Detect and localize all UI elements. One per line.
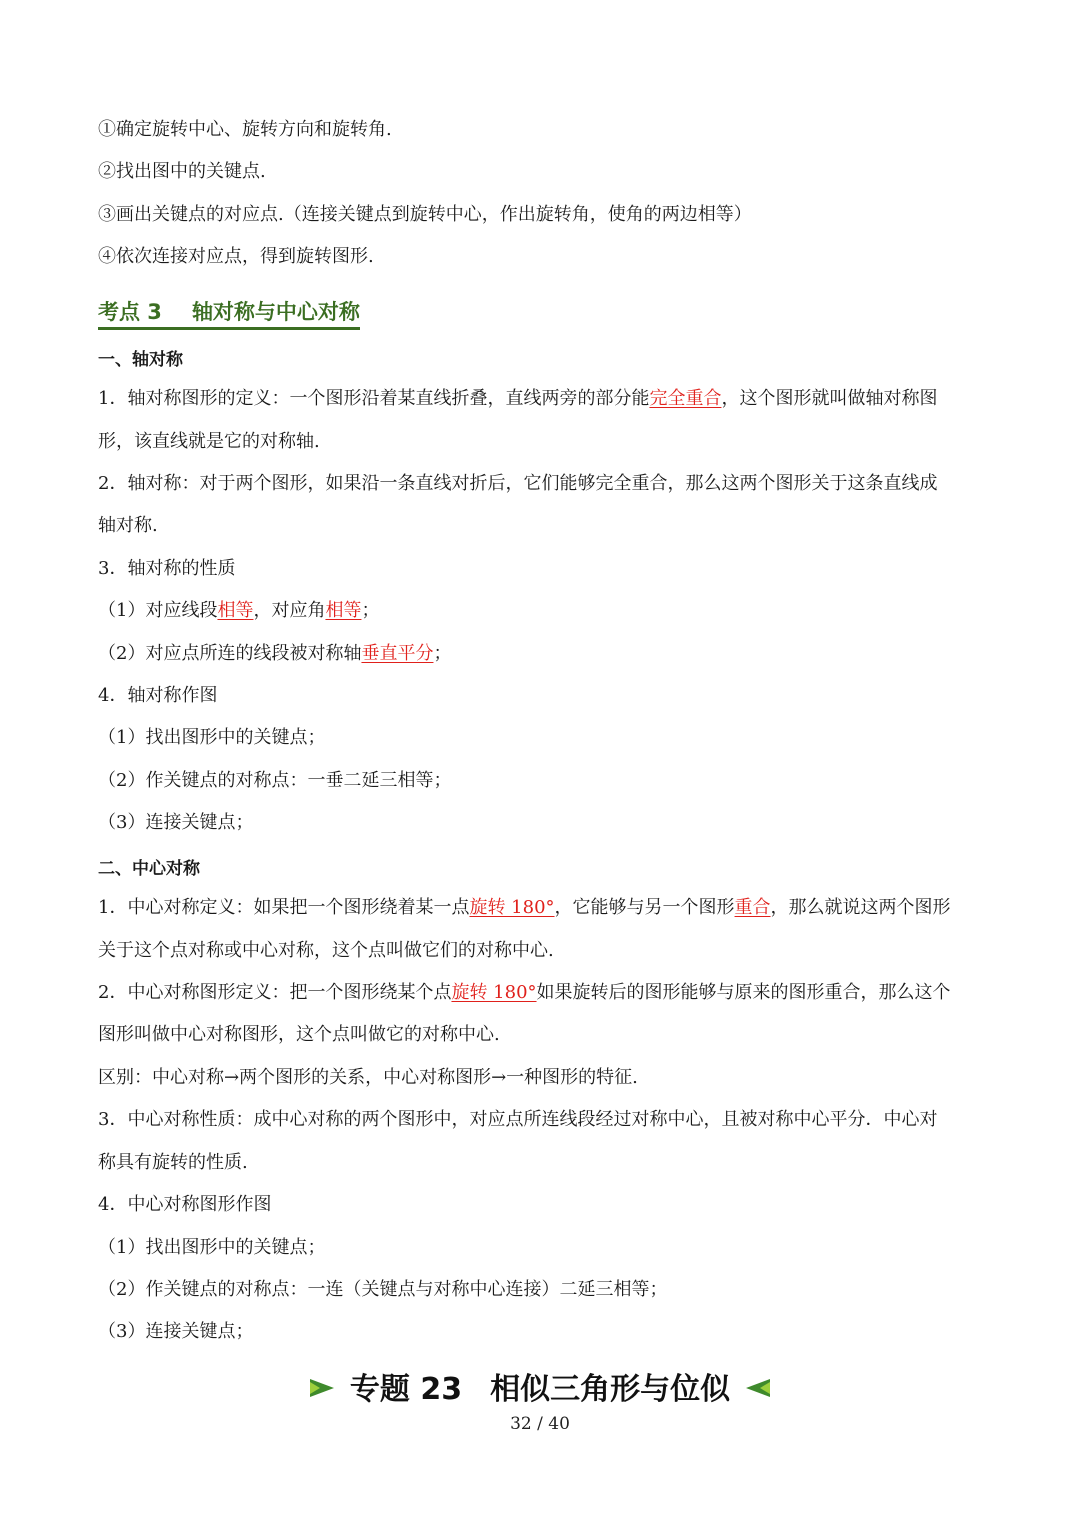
central-draw-3: （3）连接关键点； xyxy=(98,1321,254,1342)
section-heading xyxy=(98,296,360,330)
text: （1）对应线段 xyxy=(98,600,218,621)
central-def1-line1 xyxy=(98,896,984,920)
highlight-term: 垂直平分 xyxy=(361,643,434,664)
axial-def2-line2: 轴对称. xyxy=(98,515,158,536)
text: （2）对应点所连的线段被对称轴 xyxy=(98,643,362,664)
axial-def1-line1 xyxy=(98,387,984,411)
central-def1-line2: 关于这个点对称或中心对称，这个点叫做它们的对称中心. xyxy=(98,940,554,961)
central-heading: 二、中心对称 xyxy=(98,859,200,879)
highlight-term: 旋转 180° xyxy=(451,982,537,1003)
text: ，这个图形就叫做轴对称图 xyxy=(721,388,938,409)
axial-draw-3: （3）连接关键点； xyxy=(98,812,254,833)
text: 1．轴对称图形的定义：一个图形沿着某直线折叠，直线两旁的部分能 xyxy=(98,388,650,409)
page-number: 32 / 40 xyxy=(510,1414,570,1434)
central-draw-1: （1）找出图形中的关键点； xyxy=(98,1237,326,1258)
arrow-left-icon xyxy=(746,1379,770,1397)
banner-label: 专题 23 xyxy=(349,1372,463,1407)
rotation-step-4: ④依次连接对应点，得到旋转图形. xyxy=(98,246,374,267)
axial-draw-1: （1）找出图形中的关键点； xyxy=(98,727,326,748)
text: ，对应角 xyxy=(253,600,326,621)
highlight-term: 相等 xyxy=(217,600,254,621)
text: ； xyxy=(361,600,380,621)
axial-prop-1 xyxy=(98,599,984,623)
central-prop-line1: 3．中心对称性质：成中心对称的两个图形中，对应点所连线段经过对称中心，且被对称中心平分．中心对 xyxy=(98,1109,938,1130)
text: ； xyxy=(433,643,452,664)
central-def2-line2: 图形叫做中心对称图形，这个点叫做它的对称中心. xyxy=(98,1024,500,1045)
central-def2-line1 xyxy=(98,981,984,1005)
highlight-term: 旋转 180° xyxy=(469,897,555,918)
topic-banner xyxy=(0,1364,1080,1408)
text: ，那么就说这两个图形 xyxy=(770,897,951,918)
highlight-term: 相等 xyxy=(325,600,362,621)
central-difference: 区别：中心对称→两个图形的关系，中心对称图形→一种图形的特征. xyxy=(98,1067,638,1088)
text: 1．中心对称定义：如果把一个图形绕着某一点 xyxy=(98,897,470,918)
axial-draw-title: 4．轴对称作图 xyxy=(98,685,218,706)
axial-prop-2 xyxy=(98,642,984,666)
banner-title: 相似三角形与位似 xyxy=(490,1372,731,1407)
section-label: 考点 3 xyxy=(98,300,162,324)
text: 2．中心对称图形定义：把一个图形绕某个点 xyxy=(98,982,452,1003)
axial-draw-2: （2）作关键点的对称点：一垂二延三相等； xyxy=(98,770,452,791)
text: ，它能够与另一个图形 xyxy=(554,897,735,918)
text: 如果旋转后的图形能够与原来的图形重合，那么这个 xyxy=(536,982,951,1003)
central-draw-title: 4．中心对称图形作图 xyxy=(98,1194,272,1215)
central-prop-line2: 称具有旋转的性质. xyxy=(98,1152,248,1173)
axial-prop-title: 3．轴对称的性质 xyxy=(98,558,236,579)
axial-heading: 一、轴对称 xyxy=(98,350,183,370)
section-title: 轴对称与中心对称 xyxy=(191,300,360,324)
central-draw-2: （2）作关键点的对称点：一连（关键点与对称中心连接）二延三相等； xyxy=(98,1279,668,1300)
rotation-step-2: ②找出图中的关键点. xyxy=(98,161,266,182)
rotation-step-1: ①确定旋转中心、旋转方向和旋转角. xyxy=(98,119,392,140)
axial-def1-line2: 形，该直线就是它的对称轴. xyxy=(98,431,320,452)
rotation-step-3: ③画出关键点的对应点.（连接关键点到旋转中心，作出旋转角，使角的两边相等） xyxy=(98,204,752,225)
highlight-term: 重合 xyxy=(734,897,771,918)
highlight-term: 完全重合 xyxy=(649,388,722,409)
axial-def2-line1: 2．轴对称：对于两个图形，如果沿一条直线对折后，它们能够完全重合，那么这两个图形关于这条直线成 xyxy=(98,473,938,494)
arrow-right-icon xyxy=(310,1379,334,1397)
